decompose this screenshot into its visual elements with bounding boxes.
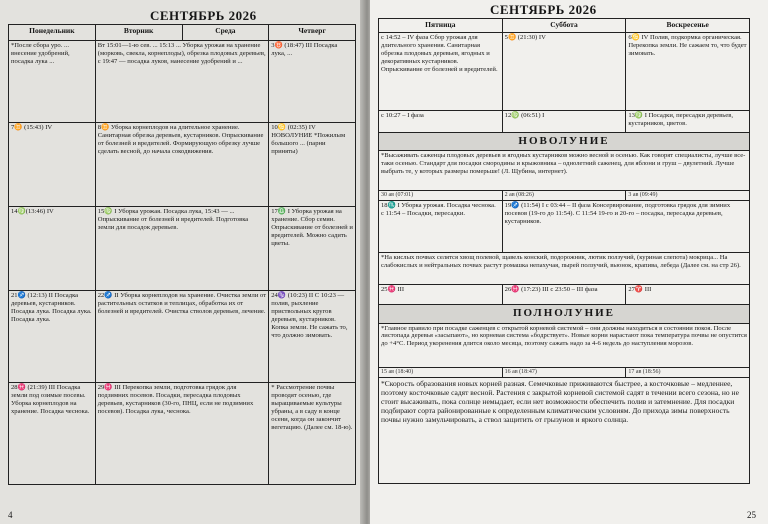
day-cell: 18♏ I Уборка урожая. Посадка чеснока. с 11:54 – Посадки, пересадки. — [379, 201, 503, 253]
day-cell: 28♓ (21:39) III Посадка земли под озимые посевы. Уборка корнеплодов на хранение. Посадка чеснока. — [9, 383, 96, 485]
right-page — [370, 0, 768, 524]
date-cell: 16 ав (18:47) — [502, 367, 626, 377]
soil-note: *На кислых почвах селятся хвощ полевой, щавель конский, подорожник, лютик ползучий, (куриная слепота) мокрица... На слабокислых и нейтральных почвах растут ромашка непахучая, пырей ползучий, вьюнок, крапива, лебеда (Далее см. на стр 26). — [379, 253, 750, 285]
day-cell: 25♓ III — [379, 285, 503, 305]
day-cell: 12♍ (06:51) I — [502, 111, 626, 133]
day-cell: 5♊ (21:30) IV — [502, 33, 626, 111]
col-friday: Пятница — [379, 19, 503, 33]
calendar-table-right — [378, 18, 750, 484]
page-number-right: 25 — [747, 510, 756, 520]
date-cell: 2 ав (08:26) — [502, 191, 626, 201]
col-monday: Понедельник — [9, 25, 96, 41]
page-title-left: СЕНТЯБРЬ 2026 — [150, 8, 257, 23]
novolunie-band: НОВОЛУНИЕ — [379, 133, 750, 151]
day-cell: 8♊ Уборка корнеплодов на длительное хранение. Санитарная обрезка деревьев, кустарников. Опрыскивание от болезней и вредителей. Формирующую обрезку лучше сделать весной, до начала сокодвижения. — [95, 123, 269, 207]
page-title-right: СЕНТЯБРЬ 2026 — [490, 2, 597, 17]
day-cell: 29♓ III Перекопка земли, подготовка грядок для подзимних посевов. Посадки, пересадка плодовых деревьев, кустарников (30-го, ПНЦ, если не подзимних посевов). Посадка лука, чеснока. — [95, 383, 269, 485]
page-number-left: 4 — [8, 510, 13, 520]
day-cell: 3♉ (18:47) III Посадка лука, ... — [269, 41, 356, 123]
day-cell: 15♍ I Уборка урожая. Посадка лука, 15:43 — ... Опрыскивание от болезней и вредителей. Подготовка земли для посадок деревьев. — [95, 207, 269, 291]
novolunie-text: *Высаживать саженцы плодовых деревьев и ягодных кустарников можно весной и осенью. Как говорят специалисты, лучше все-таки осенью. Стандарт для посадки смородины и крыжовника – однолетний саженец, для яблони и груш – двулетний. Лучше выбрать те, у которых размеры померьше! (Л. Щубина, интернет). — [379, 151, 750, 191]
day-cell: 22♐ II Уборка корнеплодов на хранение. Очистка земли от растительных остатков и теплицах, обработка их от болезней и вредителей. Очистка стволов деревьев, лечение. — [95, 291, 269, 383]
day-cell: 6♋ IV Полив, подкормка органическая. Перекопка земли. Не сажаем то, что будет зимовать. — [626, 33, 750, 111]
day-cell: 13♍ I Посадки, пересадки деревьев, кустарников, цветов. — [626, 111, 750, 133]
day-cell: с 14:52 – IV фаза Сбор урожая для длительного хранения. Санитарная обрезка плодовых деревьев, ягодных и декоративных кустарников. Опрыскивание от болезней и вредителей. — [379, 33, 503, 111]
col-tuesday: Вторник — [95, 25, 182, 41]
calendar-table-left — [8, 24, 356, 485]
polnolunie-text: *Главное правило при посадке саженцев с открытой корневой системой – они должны находиться в состоянии покоя. После листопада деревья «засыпают», но корневая система «бодрствует». Новые корни нарастают пока температура почвы не опустится до +4°С. Период укоренения длится около месяца, поэтому сажать надо за 4-6 недель до наступления морозов. — [379, 323, 750, 367]
left-page — [0, 0, 366, 524]
day-cell: 19♐ (11:54) I с 03:44 – II фаза Консервирование, подготовка грядок для зимних посевов (19-го до 11:54). С 11:54 19-го и 20-го – посадка, пересадка деревьев, кустарников. — [502, 201, 749, 253]
day-cell: * Рассмотрение почвы проводят осенью, где выращиваемые культуры убраны, а в саду в конце осени, когда он закончит вегетацию. (Далее см. 18-ю). — [269, 383, 356, 485]
day-cell: *После сбора уро. ... внесение удобрений, посадка лука ... — [9, 41, 96, 123]
bottom-note: *Скорость образования новых корней разная. Семечковые приживаются быстрее, а косточковые – медленнее, поэтому косточковые садят весной. Растения с закрытой корневой системой садят в течении всего сезона, но не стоит высаживать, пока солнце немыдает, если нет возможности обеспечить полив и затемнение. Для посадки подбирают сорта районированные к определенным климатическим условиям. До прихода зимы поверхность почвы нужно замульчировать, а ствол защитить от грызунов и яркого солнца. — [379, 377, 750, 483]
day-cell: 10♋ (02:35) IV НОВОЛУНИЕ *Пожилым большого ... (парни приняты) — [269, 123, 356, 207]
date-cell: 30 ав (07:01) — [379, 191, 503, 201]
day-cell: 24♑ (10:23) II С 10:23 — полив, рыхление приствольных кругов деревьев, кустарников. Копка земли. Не сажать то, что должно зимовать. — [269, 291, 356, 383]
day-cell: 27♈ III — [626, 285, 750, 305]
col-saturday: Суббота — [502, 19, 626, 33]
day-cell: 7♊ (15:43) IV — [9, 123, 96, 207]
day-cell: с 10:27 – I фаза — [379, 111, 503, 133]
day-cell: 17♎ I Уборка урожая на хранение. Сбор семян. Опрыскивание от болезней и вредителей. Можно садить цветы. — [269, 207, 356, 291]
date-cell: 15 ав (18:40) — [379, 367, 503, 377]
polnolunie-band: ПОЛНОЛУНИЕ — [379, 305, 750, 323]
day-cell: 26♓ (17:23) III с 23:50 – III фаза — [502, 285, 626, 305]
date-cell: 17 ав (18:56) — [626, 367, 750, 377]
col-sunday: Воскресенье — [626, 19, 750, 33]
day-cell: 21♐ (12:13) II Посадка деревьев, кустарников. Посадка лука. Посадка лука. Посадка лука. — [9, 291, 96, 383]
col-wednesday: Среда — [182, 25, 269, 41]
col-thursday: Четверг — [269, 25, 356, 41]
day-cell: Вт 15:01—1-ю сев. ... 15:13 ... Уборка урожая на хранение (морковь, свекла, корнеплоды), обрезка плодовых деревьев, с 19:47 — посадка луков, нанесение удобрений и ... — [95, 41, 269, 123]
day-cell: 14♍(13:46) IV — [9, 207, 96, 291]
date-cell: 3 ав (09:49) — [626, 191, 750, 201]
